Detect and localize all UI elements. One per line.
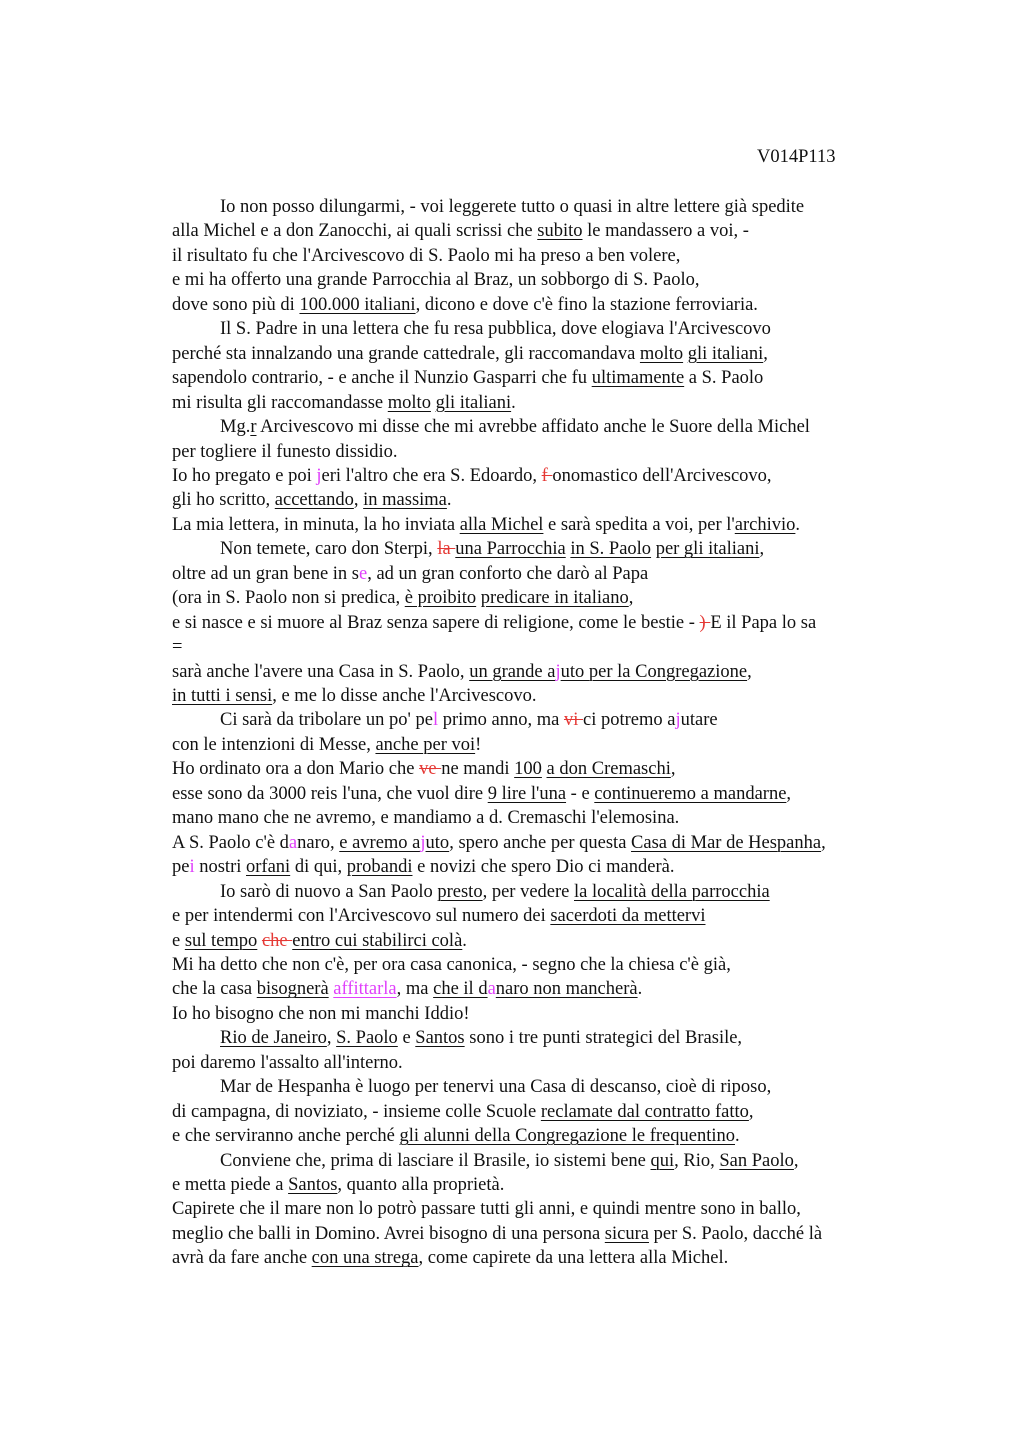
text-line — [172, 1197, 801, 1221]
text-line — [172, 977, 642, 1001]
underlined-text: Santos — [288, 1175, 338, 1195]
text-segment: , ma — [396, 979, 434, 1000]
text-line — [172, 268, 699, 292]
text-segment: di campagna, di noviziato, - insieme colle Scuole — [172, 1101, 541, 1122]
underlined-text: e avremo a — [339, 832, 421, 853]
underlined-text: sul tempo — [184, 930, 258, 951]
text-segment: mano mano che ne avremo, e mandiamo a d. Cremaschi l'elemosina. — [172, 808, 680, 829]
underlined-text: S. Paolo — [336, 1028, 398, 1049]
text-segment: primo anno, ma — [438, 710, 564, 731]
underlined-text: sicura — [604, 1223, 649, 1244]
text-segment: Io ho bisogno che non mi manchi Iddio! — [172, 1003, 470, 1024]
text-line — [172, 806, 679, 830]
text-line — [220, 880, 770, 904]
text-line — [172, 904, 706, 928]
text-segment: ci potremo a — [582, 710, 676, 731]
underlined-text: molto — [639, 343, 684, 364]
text-segment: (ora in S. Paolo non si predica, — [172, 588, 405, 609]
text-line — [220, 1075, 771, 1099]
text-line — [172, 1222, 822, 1246]
text-segment: dove sono più di — [172, 294, 300, 315]
inserted-text: j — [675, 710, 681, 731]
text-segment: = — [172, 637, 183, 658]
underlined-text: che il d — [433, 979, 488, 1000]
text-segment: , — [353, 490, 364, 511]
text-segment: Conviene che, prima di lasciare il Brasile, io sistemi bene — [220, 1150, 651, 1171]
text-segment: , — [628, 588, 634, 609]
underlined-text: uto per la Congregazione — [560, 661, 748, 682]
text-segment: oltre ad un gran bene in s — [172, 563, 359, 584]
underlined-text: subito — [537, 221, 583, 242]
text-line — [172, 635, 182, 659]
text-segment: e si nasce e si muore al Braz senza sapere di religione, come le bestie - — [172, 612, 700, 633]
text-line — [220, 415, 810, 439]
text-segment: esse sono da 3000 reis l'una, che vuol dire — [172, 783, 488, 804]
underlined-text: in S. Paolo — [570, 539, 652, 560]
underlined-text: la località della parrocchia — [574, 881, 770, 902]
text-segment: ! — [475, 734, 482, 755]
text-line — [172, 1100, 754, 1124]
text-line — [172, 1173, 504, 1197]
text-segment: , dicono e dove c'è fino la stazione ferroviaria. — [415, 294, 758, 315]
text-segment: con le intenzioni di Messe, — [172, 734, 376, 755]
text-segment: Ho ordinato ora a don Mario che — [172, 759, 420, 780]
text-segment: utare — [680, 710, 718, 731]
text-line — [172, 1246, 728, 1270]
text-segment: . — [446, 490, 452, 511]
text-line — [172, 782, 791, 806]
text-segment: Capirete che il mare non lo potrò passare tutti gli anni, e quindi mentre sono in ballo, — [172, 1199, 801, 1220]
underlined-text: sacerdoti da mettervi — [550, 906, 706, 927]
text-line — [172, 244, 680, 268]
text-segment: La mia lettera, in minuta, la ho inviata — [172, 514, 460, 535]
text-segment: , per vedere — [482, 881, 574, 902]
text-segment: e — [172, 930, 185, 951]
text-segment: e sarà spedita a voi, per l' — [543, 514, 735, 535]
text-line — [172, 831, 826, 855]
text-segment: , ad un gran conforto che darò al Papa — [367, 563, 649, 584]
text-segment: e novizi che spero Dio ci manderà. — [412, 857, 675, 878]
deleted-text: vi — [563, 710, 583, 731]
inserted-text: l — [432, 710, 439, 731]
text-line — [220, 708, 718, 732]
text-segment: nostri — [194, 857, 246, 878]
text-segment: . — [511, 392, 516, 413]
text-segment: per togliere il funesto dissidio. — [172, 441, 398, 462]
text-segment: Mi ha detto che non c'è, per ora casa canonica, - segno che la chiesa c'è già, — [172, 954, 731, 975]
text-segment: le mandassero a voi, - — [582, 221, 749, 242]
underlined-text: con una strega — [311, 1248, 419, 1269]
text-segment: - e — [566, 783, 595, 804]
text-segment: Ci sarà da tribolare un po' pe — [220, 710, 433, 731]
text-segment: naro, — [297, 832, 340, 853]
text-segment: , come capirete da una lettera alla Michel. — [418, 1248, 729, 1269]
text-line — [172, 391, 516, 415]
underlined-text: per gli italiani — [655, 539, 760, 560]
underlined-text: in massima — [363, 490, 447, 511]
text-segment: , e me lo disse anche l'Arcivescovo. — [272, 686, 537, 706]
underlined-text: alla Michel — [459, 514, 544, 535]
text-segment: onomastico dell'Arcivescovo, — [552, 465, 772, 486]
text-segment: , quanto alla proprietà. — [337, 1175, 505, 1195]
underlined-text: reclamate dal contratto fatto — [540, 1101, 749, 1122]
text-segment: Il S. Padre in una lettera che fu resa pubblica, dove elogiava l'Arcivescovo — [220, 319, 771, 340]
underlined-text: Rio de Janeiro — [220, 1028, 327, 1049]
underlined-text: una Parrocchia — [455, 539, 566, 560]
text-line — [172, 293, 758, 317]
inserted-text: a — [487, 979, 496, 1000]
text-segment: e per intendermi con l'Arcivescovo sul numero dei — [172, 906, 551, 927]
underlined-text: Casa di Mar de Hespanha — [631, 832, 822, 853]
deleted-text: f — [541, 465, 553, 486]
underlined-text: entro cui stabilirci colà — [292, 930, 463, 951]
text-segment: , spero anche per questa — [449, 832, 632, 853]
underlined-text: orfani — [246, 857, 291, 878]
text-segment: Io ho pregato e poi — [172, 465, 317, 486]
text-segment: sarà anche l'avere una Casa in S. Paolo, — [172, 661, 470, 682]
text-line — [220, 317, 771, 341]
underlined-text: 100.000 italiani — [299, 294, 416, 315]
text-segment: , Rio, — [674, 1150, 720, 1171]
text-line — [172, 1002, 470, 1026]
text-segment: alla Michel e a don Zanocchi, ai quali scrissi che — [172, 221, 538, 242]
text-segment: a S. Paolo — [684, 368, 764, 389]
underlined-text: Santos — [415, 1028, 465, 1049]
inserted-text: e — [359, 563, 368, 584]
text-line — [172, 611, 816, 635]
text-line — [172, 440, 398, 464]
text-segment: Non temete, caro don Sterpi, — [220, 539, 438, 560]
underlined-text: San Paolo — [719, 1150, 794, 1171]
underlined-text: qui — [650, 1150, 675, 1171]
text-line — [172, 929, 467, 953]
text-line — [172, 1051, 403, 1075]
text-segment: e che serviranno anche perché — [172, 1126, 400, 1147]
underlined-text: è proibito — [404, 588, 477, 609]
underlined-text: in tutti i sensi — [172, 686, 273, 706]
text-line — [220, 195, 804, 219]
text-segment: , — [670, 759, 676, 780]
text-segment: eri l'altro che era S. Edoardo, — [321, 465, 542, 486]
underlined-text: 9 lire l'una — [487, 783, 567, 804]
text-segment: avrà da fare anche — [172, 1248, 312, 1269]
underlined-inserted-text: affittarla — [333, 979, 397, 1000]
underlined-text: ultimamente — [591, 368, 685, 389]
text-line — [172, 660, 752, 684]
text-line — [172, 953, 731, 977]
text-line — [172, 562, 648, 586]
text-line — [172, 1124, 740, 1148]
text-line — [172, 366, 763, 390]
underlined-text: presto — [437, 881, 483, 902]
text-segment: per S. Paolo, dacché là — [648, 1223, 823, 1244]
deleted-text: ) — [699, 612, 711, 633]
inserted-text: i — [189, 857, 195, 878]
underlined-text: accettando — [274, 490, 354, 511]
text-segment: , — [747, 661, 752, 682]
text-segment: Mg. — [220, 417, 251, 438]
text-segment: E il Papa lo sa — [710, 612, 817, 633]
underlined-text: anche per voi — [375, 734, 476, 755]
text-segment: . — [795, 514, 801, 535]
deleted-text: ve — [419, 759, 442, 780]
underlined-text: 100 — [514, 759, 542, 780]
text-segment: , — [821, 832, 826, 853]
text-segment: sapendolo contrario, - e anche il Nunzio Gasparri che fu — [172, 368, 592, 389]
text-segment: ne mandi — [441, 759, 515, 780]
inserted-text: j — [555, 661, 561, 682]
text-segment: . — [735, 1126, 740, 1147]
underlined-text: gli italiani — [687, 343, 764, 364]
underlined-text: r — [250, 417, 257, 438]
text-line — [220, 1149, 799, 1173]
text-line — [172, 855, 674, 879]
text-line — [172, 342, 768, 366]
text-segment: meglio che balli in Domino. Avrei bisogno di una persona — [172, 1223, 605, 1244]
underlined-text: gli italiani — [435, 392, 512, 413]
text-segment: A S. Paolo c'è d — [172, 832, 289, 853]
text-segment: sono i tre punti strategici del Brasile, — [464, 1028, 743, 1049]
text-line — [172, 757, 675, 781]
underlined-text: archivio — [734, 514, 796, 535]
text-segment: , — [748, 1101, 754, 1122]
underlined-text: gli alunni della Congregazione le frequentino — [399, 1126, 735, 1147]
underlined-text: a don Cremaschi — [546, 759, 671, 780]
underlined-text: bisognerà — [256, 979, 329, 1000]
text-segment: , — [793, 1150, 799, 1171]
text-segment: di qui, — [290, 857, 347, 878]
inserted-text: a — [288, 832, 298, 853]
text-line — [220, 1026, 742, 1050]
text-line — [172, 219, 749, 243]
underlined-text: uto — [425, 832, 450, 853]
text-segment: Io non posso dilungarmi, - voi leggerete tutto o quasi in altre lettere già spedite — [220, 197, 805, 217]
underlined-text: molto — [387, 392, 431, 413]
text-segment: e — [397, 1028, 416, 1049]
text-line — [172, 513, 800, 537]
text-segment: gli ho scritto, — [172, 490, 275, 511]
text-segment: mi risulta gli raccomandasse — [172, 392, 388, 413]
text-line — [172, 733, 481, 757]
text-line — [220, 537, 764, 561]
text-segment: poi daremo l'assalto all'interno. — [172, 1052, 403, 1073]
text-segment: Arcivescovo mi disse che mi avrebbe affidato anche le Suore della Michel — [256, 417, 810, 438]
text-segment: , — [759, 539, 765, 560]
underlined-text: predicare in italiano — [480, 588, 629, 609]
text-segment: . — [637, 979, 643, 1000]
text-segment: pe — [172, 857, 190, 878]
text-segment: , — [326, 1028, 337, 1049]
text-segment: Io sarò di nuovo a San Paolo — [220, 881, 438, 902]
text-segment: , — [786, 783, 792, 804]
underlined-text: naro non mancherà — [495, 979, 638, 1000]
text-line — [172, 488, 452, 512]
text-segment: . — [462, 930, 467, 951]
text-segment: il risultato fu che l'Arcivescovo di S. Paolo mi ha preso a ben volere, — [172, 245, 681, 266]
underlined-text: un grande a — [469, 661, 556, 682]
text-line — [172, 586, 633, 610]
inserted-text: j — [316, 465, 322, 486]
document-code: V014P113 — [757, 147, 836, 167]
text-segment: , — [763, 343, 768, 364]
underlined-text: probandi — [346, 857, 413, 878]
text-segment: che la casa — [172, 979, 257, 1000]
text-line — [172, 684, 537, 708]
text-segment: perché sta innalzando una grande cattedrale, gli raccomandava — [172, 343, 640, 364]
text-segment: e metta piede a — [172, 1175, 289, 1195]
deleted-text: la — [437, 539, 456, 560]
text-line — [172, 464, 772, 488]
text-segment: Mar de Hespanha è luogo per tenervi una Casa di descanso, cioè di riposo, — [220, 1077, 772, 1098]
deleted-text: che — [261, 930, 293, 951]
inserted-text: j — [420, 832, 426, 853]
text-segment: e mi ha offerto una grande Parrocchia al Braz, un sobborgo di S. Paolo, — [172, 270, 700, 291]
underlined-text: continueremo a mandarne — [594, 783, 787, 804]
